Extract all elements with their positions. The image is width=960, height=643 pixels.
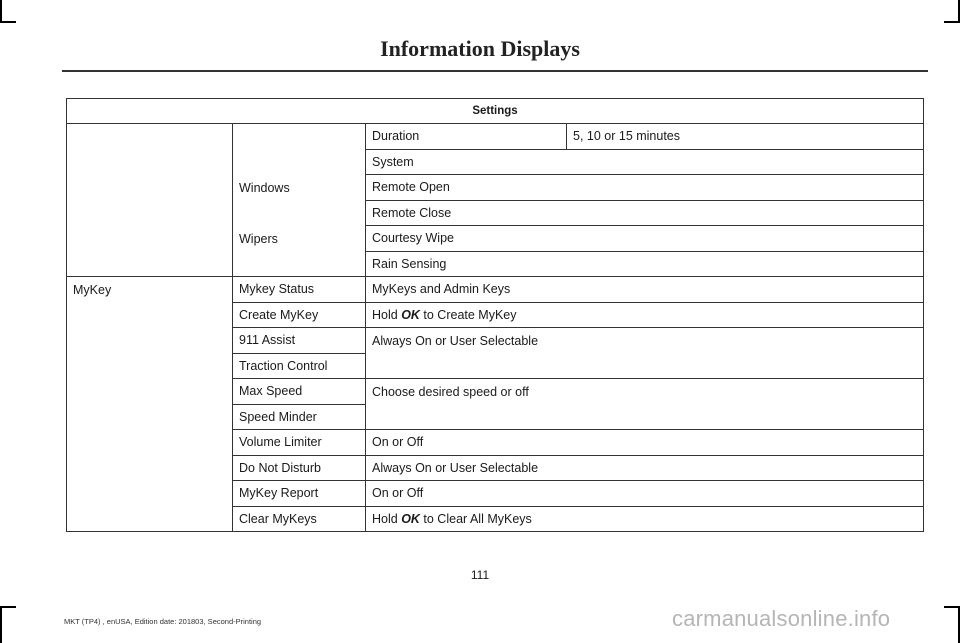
table-cell-empty bbox=[233, 124, 366, 175]
crop-mark-bottom-left-h bbox=[0, 606, 16, 608]
crop-mark-top-left-h bbox=[0, 21, 16, 23]
settings-table bbox=[66, 98, 924, 532]
table-cell: Create MyKey bbox=[233, 302, 366, 328]
table-cell: On or Off bbox=[366, 481, 924, 507]
cell-text: Always On or User Selectable bbox=[372, 334, 539, 348]
table-cell: 911 Assist bbox=[233, 328, 366, 354]
crop-mark-top-left-v bbox=[0, 0, 2, 22]
table-cell: Mykey Status bbox=[233, 277, 366, 303]
page-title: Information Displays bbox=[380, 36, 580, 61]
table-cell: Clear MyKeys bbox=[233, 506, 366, 532]
ok-keyword: OK bbox=[401, 511, 420, 526]
table-cell: MyKey bbox=[67, 277, 233, 532]
table-cell: MyKeys and Admin Keys bbox=[366, 277, 924, 303]
cell-text: Choose desired speed or off bbox=[372, 385, 529, 399]
edition-info: MKT (TP4) , enUSA, Edition date: 201803, Second-Printing bbox=[64, 617, 262, 626]
header-divider bbox=[62, 70, 928, 72]
cell-text: Hold bbox=[372, 307, 402, 322]
table-cell: 5, 10 or 15 minutes bbox=[567, 124, 924, 150]
table-cell: Rain Sensing bbox=[366, 251, 924, 277]
ok-keyword: OK bbox=[401, 307, 420, 322]
table-caption: Settings bbox=[67, 99, 924, 124]
table-cell: Courtesy Wipe bbox=[366, 226, 924, 252]
table-cell: Windows bbox=[233, 175, 366, 226]
table-row bbox=[67, 277, 924, 303]
crop-mark-bottom-right-h bbox=[944, 606, 960, 608]
table-caption-row bbox=[67, 99, 924, 124]
crop-mark-bottom-left-v bbox=[0, 606, 2, 643]
table-cell bbox=[366, 328, 924, 379]
table-row bbox=[67, 124, 924, 150]
crop-mark-bottom-right-v bbox=[958, 606, 960, 643]
table-cell: Speed Minder bbox=[233, 404, 366, 430]
table-cell: On or Off bbox=[366, 430, 924, 456]
table-cell: Wipers bbox=[233, 226, 366, 277]
table-cell: Duration bbox=[366, 124, 567, 150]
table-cell: Do Not Disturb bbox=[233, 455, 366, 481]
watermark: carmanualsonline.info bbox=[672, 606, 891, 631]
table-cell: Remote Close bbox=[366, 200, 924, 226]
cell-text: to Create MyKey bbox=[419, 307, 517, 322]
table-cell: MyKey Report bbox=[233, 481, 366, 507]
table-cell bbox=[366, 379, 924, 430]
table-cell-empty bbox=[67, 124, 233, 277]
table-cell bbox=[366, 506, 924, 532]
table-cell: Always On or User Selectable bbox=[366, 455, 924, 481]
cell-text: Hold bbox=[372, 511, 402, 526]
page-number: 111 bbox=[470, 568, 490, 582]
table-cell: Remote Open bbox=[366, 175, 924, 201]
crop-mark-top-right-v bbox=[958, 0, 960, 22]
cell-text: to Clear All MyKeys bbox=[419, 511, 532, 526]
table-cell: Traction Control bbox=[233, 353, 366, 379]
table-cell bbox=[366, 302, 924, 328]
table-cell: System bbox=[366, 149, 924, 175]
crop-mark-top-right-h bbox=[944, 21, 960, 23]
table-cell: Volume Limiter bbox=[233, 430, 366, 456]
table-cell: Max Speed bbox=[233, 379, 366, 405]
